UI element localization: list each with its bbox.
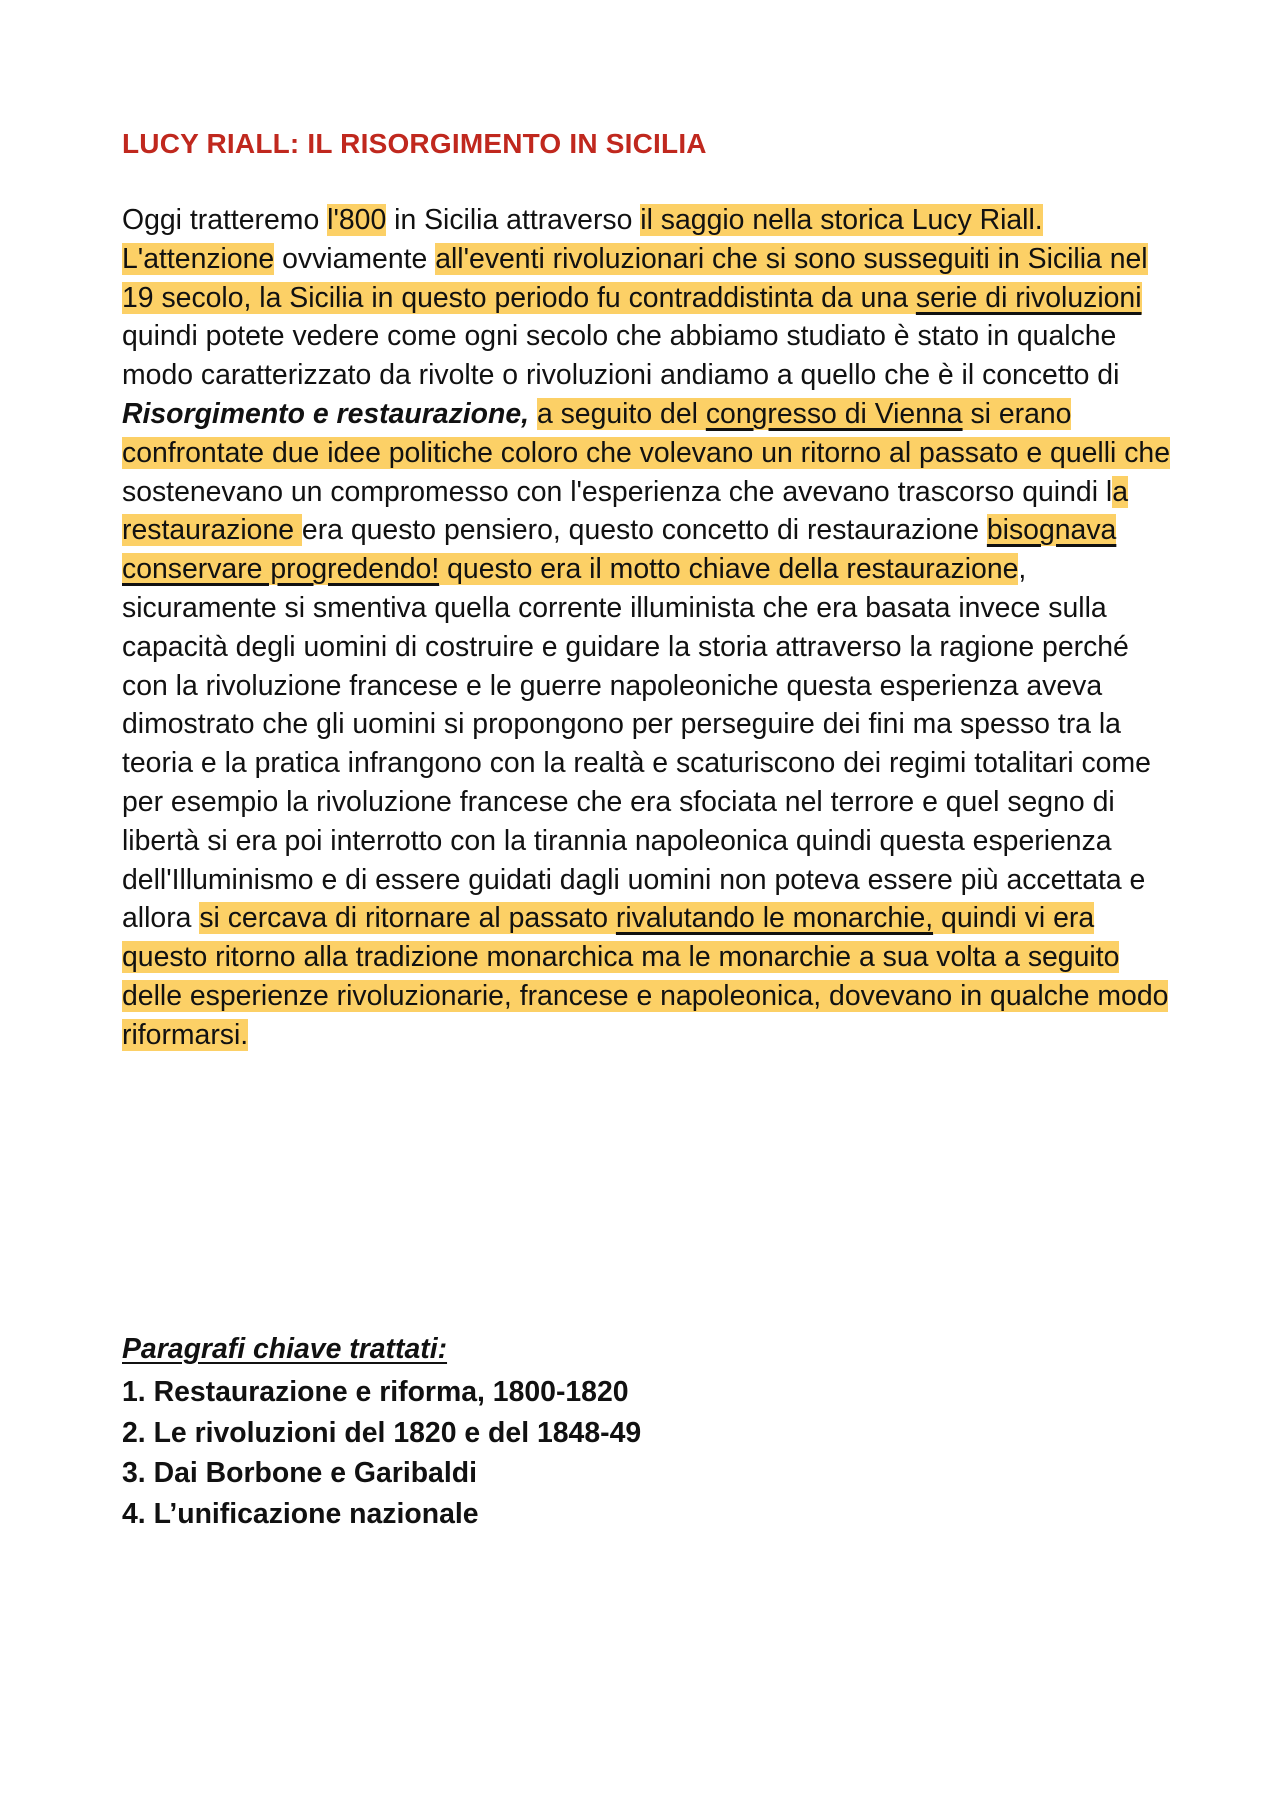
text-run — [529, 398, 537, 430]
highlighted-text: a restaurazione — [122, 475, 1128, 547]
list-item: 2. Le rivoluzioni del 1820 e del 1848-49 — [122, 1416, 642, 1449]
text-run: quindi potete vedere come ogni secolo che abbiamo studiato è stato in qualche modo caratterizzato da rivolte o rivoluzioni andiamo a quello che è il concetto di — [122, 320, 1120, 392]
bold-italic-text: Risorgimento e restaurazione, — [122, 397, 530, 430]
highlighted-text: questo era il motto chiave della restaurazione — [439, 553, 1019, 586]
highlighted-underlined-text: rivalutando le monarchie, — [615, 902, 934, 935]
highlighted-text: il saggio nella storica Lucy Riall. L'attenzione — [122, 204, 1043, 275]
text-run: era questo pensiero, questo concetto di restaurazione — [301, 514, 987, 547]
key-paragraphs-list — [122, 1372, 641, 1534]
highlighted-text: si cercava di ritornare al passato — [199, 902, 616, 935]
highlighted-underlined-text: bisognava conservare progredendo! — [122, 514, 1117, 586]
highlighted-text: si erano confrontate due idee politiche coloro che volevano un ritorno al passato e quelli che — [122, 397, 1170, 469]
list-item: 3. Dai Borbone e Garibaldi — [122, 1457, 477, 1489]
list-item: 1. Restaurazione e riforma, 1800-1820 — [122, 1376, 629, 1408]
key-paragraphs-heading: Paragrafi chiave trattati: — [122, 1333, 448, 1365]
text-run: ovviamente — [274, 242, 436, 275]
highlighted-underlined-text: congresso di Vienna — [705, 397, 963, 430]
body-paragraph — [122, 201, 1180, 1055]
text-run: in Sicilia attraverso — [386, 204, 641, 236]
document-title: LUCY RIALL: IL RISORGIMENTO IN SICILIA — [122, 128, 707, 159]
highlighted-underlined-text: serie di rivoluzioni — [915, 281, 1142, 314]
list-item: 4. L’unificazione nazionale — [122, 1497, 479, 1530]
highlighted-text: quindi vi era questo ritorno alla tradizione monarchica ma le monarchie a sua volta a seguito delle esperienze rivoluzionarie, francese e napoleonica, dovevano in qualche modo riformarsi. — [122, 902, 1169, 1051]
text-run: , sicuramente si smentiva quella corrente illuminista che era basata invece sulla capacità degli uomini di costruire e guidare la storia attraverso la ragione perché con la rivoluzione francese e le guerre napoleoniche questa esperienza aveva dimostrato che gli uomini si propongono per perseguire dei fini ma spesso tra la teoria e la pratica infrangono con la realtà e scaturiscono dei regimi totalitari come per esempio la rivoluzione francese che era sfociata nel terrore e quel segno di libertà si era poi interrotto con la tirannia napoleonica quindi questa esperienza dell'Illuminismo e di essere guidati dagli uomini non poteva essere più accettata e allora — [122, 553, 1151, 935]
highlighted-text: all'eventi rivoluzionari che si sono susseguiti in Sicilia nel 19 secolo, la Sicilia in questo periodo fu contraddistinta da una — [122, 242, 1148, 314]
text-run: sostenevano un compromesso con l'esperienza che avevano trascorso quindi l — [122, 475, 1113, 508]
text-run: Oggi tratteremo — [122, 204, 328, 236]
highlighted-text: a seguito del — [536, 397, 706, 430]
highlighted-text: l'800 — [327, 204, 387, 236]
